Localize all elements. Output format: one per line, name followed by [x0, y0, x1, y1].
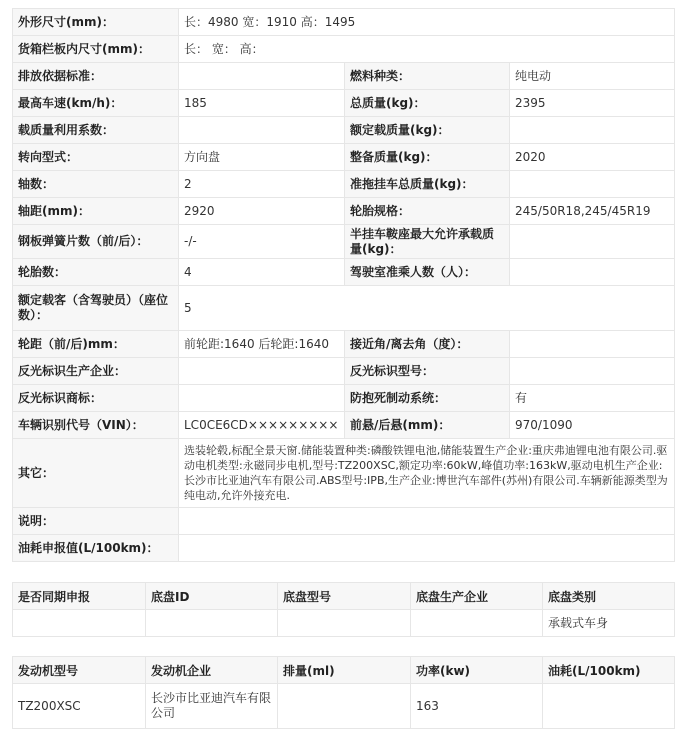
table-row: [13, 9, 675, 36]
max-speed-label: 最高车速(km/h)：: [13, 90, 179, 117]
engine-power-cell: 163: [411, 684, 543, 729]
saddle-load-value: [510, 225, 675, 259]
axles-value: 2: [179, 171, 345, 198]
passenger-capacity-value: 5: [179, 286, 675, 331]
vin-label: 车辆识别代号（VIN）：: [13, 412, 179, 439]
table-row: [13, 439, 675, 508]
overhang-label: 前悬/后悬(mm)：: [345, 412, 510, 439]
load-ratio-label: 载质量利用系数：: [13, 117, 179, 144]
abs-value: 有: [510, 385, 675, 412]
table-row: [13, 508, 675, 535]
reflector-maker-label: 反光标识生产企业：: [13, 358, 179, 385]
rated-load-label: 额定载质量(kg)：: [345, 117, 510, 144]
steering-label: 转向型式：: [13, 144, 179, 171]
track-width-value: 前轮距:1640 后轮距:1640: [179, 331, 345, 358]
reflector-model-label: 反光标识型号：: [345, 358, 510, 385]
cab-seats-label: 驾驶室准乘人数（人）：: [345, 259, 510, 286]
track-width-label: 轮距（前/后)mm：: [13, 331, 179, 358]
table-row: [13, 385, 675, 412]
engine-header-displacement: 排量(ml): [278, 657, 411, 684]
note-value: [179, 508, 675, 535]
table-row: [13, 610, 675, 637]
table-row: [13, 63, 675, 90]
engine-header-consumption: 油耗(L/100km): [543, 657, 675, 684]
curb-mass-value: 2020: [510, 144, 675, 171]
engine-consumption-cell: [543, 684, 675, 729]
table-row: [13, 225, 675, 259]
engine-displacement-cell: [278, 684, 411, 729]
chassis-header-id: 底盘ID: [146, 583, 278, 610]
emission-standard-label: 排放依据标准：: [13, 63, 179, 90]
table-header-row: [13, 657, 675, 684]
table-row: [13, 286, 675, 331]
abs-label: 防抱死制动系统：: [345, 385, 510, 412]
tire-spec-value: 245/50R18,245/45R19: [510, 198, 675, 225]
fuel-type-label: 燃料种类：: [345, 63, 510, 90]
trailer-mass-label: 准拖挂车总质量(kg)：: [345, 171, 510, 198]
axles-label: 轴数：: [13, 171, 179, 198]
table-row: [13, 412, 675, 439]
other-label: 其它：: [13, 439, 179, 508]
saddle-load-label: 半挂车鞍座最大允许承载质量(kg)：: [345, 225, 510, 259]
overhang-value: 970/1090: [510, 412, 675, 439]
chassis-header-category: 底盘类别: [543, 583, 675, 610]
steering-value: 方向盘: [179, 144, 345, 171]
chassis-header-maker: 底盘生产企业: [411, 583, 543, 610]
wheelbase-value: 2920: [179, 198, 345, 225]
gross-mass-label: 总质量(kg)：: [345, 90, 510, 117]
table-row: [13, 117, 675, 144]
table-header-row: [13, 583, 675, 610]
engine-header-power: 功率(kw): [411, 657, 543, 684]
approach-angle-value: [510, 331, 675, 358]
trailer-mass-value: [510, 171, 675, 198]
table-row: [13, 535, 675, 562]
leaf-springs-label: 钢板弹簧片数（前/后）：: [13, 225, 179, 259]
engine-header-model: 发动机型号: [13, 657, 146, 684]
cargo-dims-value: 长： 宽： 高：: [179, 36, 675, 63]
gross-mass-value: 2395: [510, 90, 675, 117]
engine-table: [12, 656, 675, 729]
curb-mass-label: 整备质量(kg)：: [345, 144, 510, 171]
chassis-maker-cell: [411, 610, 543, 637]
chassis-category-cell: 承载式车身: [543, 610, 675, 637]
cargo-dims-label: 货箱栏板内尺寸(mm)：: [13, 36, 179, 63]
tire-count-label: 轮胎数：: [13, 259, 179, 286]
other-value: 选装轮毂,标配全景天窗.储能装置种类:磷酸铁锂电池,储能装置生产企业:重庆弗迪锂电池有限公司.驱动电机类型:永磁同步电机,型号:TZ200XSC,额定功率:60kW,峰值功率:163kW,驱动电机生产企业:长沙市比亚迪汽车有限公司.ABS型号:IPB,生产企业:博世汽车部件(苏州)有限公司.车辆新能源类型为纯电动,允许外接充电.: [179, 439, 675, 508]
table-row: [13, 171, 675, 198]
tire-count-value: 4: [179, 259, 345, 286]
leaf-springs-value: -/-: [179, 225, 345, 259]
rated-load-value: [510, 117, 675, 144]
chassis-id-cell: [146, 610, 278, 637]
dims-value: 长：4980 宽：1910 高：1495: [179, 9, 675, 36]
table-row: [13, 358, 675, 385]
table-row: [13, 684, 675, 729]
tire-spec-label: 轮胎规格：: [345, 198, 510, 225]
dims-label: 外形尺寸(mm)：: [13, 9, 179, 36]
chassis-table: [12, 582, 675, 637]
note-label: 说明：: [13, 508, 179, 535]
reflector-maker-value: [179, 358, 345, 385]
fuel-declared-label: 油耗申报值(L/100km)：: [13, 535, 179, 562]
chassis-model-cell: [278, 610, 411, 637]
table-row: [13, 144, 675, 171]
chassis-simultaneous-cell: [13, 610, 146, 637]
load-ratio-value: [179, 117, 345, 144]
passenger-capacity-label: 额定载客（含驾驶员）（座位数）：: [13, 286, 179, 331]
vin-value: LC0CE6CD×××××××××: [179, 412, 345, 439]
emission-standard-value: [179, 63, 345, 90]
table-row: [13, 90, 675, 117]
engine-model-cell: TZ200XSC: [13, 684, 146, 729]
chassis-header-model: 底盘型号: [278, 583, 411, 610]
table-row: [13, 36, 675, 63]
table-row: [13, 198, 675, 225]
table-row: [13, 259, 675, 286]
reflector-model-value: [510, 358, 675, 385]
fuel-declared-value: [179, 535, 675, 562]
cab-seats-value: [510, 259, 675, 286]
reflector-brand-label: 反光标识商标：: [13, 385, 179, 412]
fuel-type-value: 纯电动: [510, 63, 675, 90]
wheelbase-label: 轴距(mm)：: [13, 198, 179, 225]
vehicle-parameters-table: [12, 8, 675, 562]
max-speed-value: 185: [179, 90, 345, 117]
reflector-brand-value: [179, 385, 345, 412]
chassis-header-simultaneous: 是否同期申报: [13, 583, 146, 610]
engine-maker-cell: 长沙市比亚迪汽车有限公司: [146, 684, 278, 729]
table-row: [13, 331, 675, 358]
engine-header-maker: 发动机企业: [146, 657, 278, 684]
approach-angle-label: 接近角/离去角（度）：: [345, 331, 510, 358]
